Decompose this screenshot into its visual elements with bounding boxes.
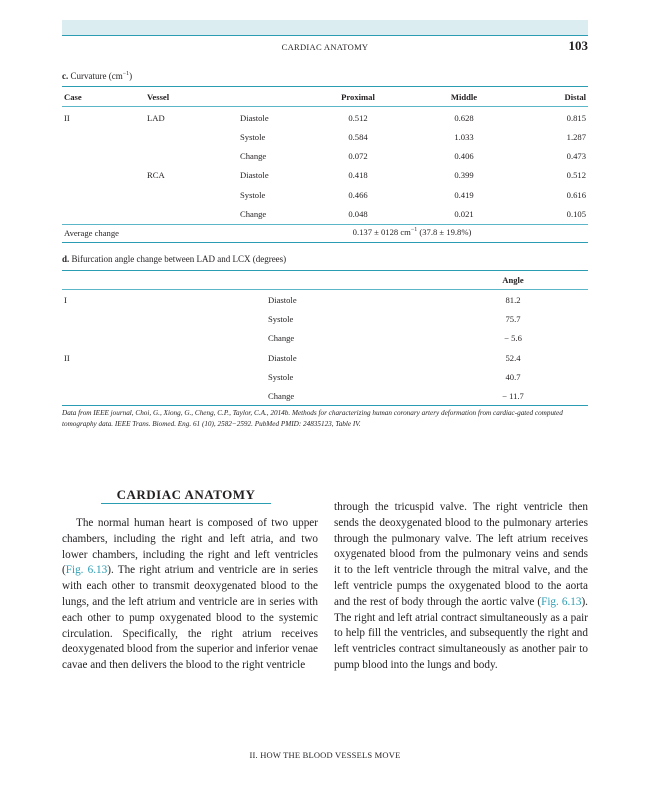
table-c-header-rule xyxy=(62,106,588,107)
table-cell: 0.105 xyxy=(566,209,586,219)
table-cell: 81.2 xyxy=(505,295,521,305)
table-c-header-distal: Distal xyxy=(564,92,586,102)
table-cell: Change xyxy=(240,151,267,161)
running-header: CARDIAC ANATOMY xyxy=(281,42,369,52)
table-cell: Change xyxy=(240,209,267,219)
table-cell: 0.406 xyxy=(454,151,474,161)
table-cell: II xyxy=(64,113,70,123)
table-cell: Change xyxy=(268,391,295,401)
table-d-top-rule xyxy=(62,270,588,271)
header-band xyxy=(62,20,588,35)
table-c-header-vessel: Vessel xyxy=(147,92,170,102)
body-text-right-column: through the tricuspid valve. The right ventricle then sends the deoxygenated blood to the pulmonary arteries through the pulmonary valve. The left atrium receives oxygenated blood from the pulmonary veins and sends it to the left ventricle through the mitral valve, and the left ventricle pumps the oxygenated blood to the aorta and the rest of body through the aortic valve (Fig. 6.13). The right and left atrial contract simultaneously as a pair to help fill the ventricles, and subsequently the right and left ventricles contract simultaneously as another pair to pump blood into the lungs and body. xyxy=(334,501,588,671)
table-cell: Diastole xyxy=(240,170,269,180)
table-cell: 0.616 xyxy=(566,190,586,200)
table-cell: 0.473 xyxy=(566,151,586,161)
table-cell: RCA xyxy=(147,170,165,180)
table-d-bottom-rule xyxy=(62,405,588,406)
table-c-average-rule xyxy=(62,224,588,225)
table-cell: Diastole xyxy=(240,113,269,123)
table-cell: Change xyxy=(268,333,295,343)
table-cell: 0.419 xyxy=(454,190,474,200)
table-cell: 0.628 xyxy=(454,113,474,123)
table-cell: Systole xyxy=(240,132,266,142)
table-cell: 75.7 xyxy=(505,314,521,324)
table-c-header-case: Case xyxy=(64,92,82,102)
table-cell: 40.7 xyxy=(505,372,521,382)
table-d-header-rule xyxy=(62,289,588,290)
table-cell: 0.512 xyxy=(566,170,586,180)
table-cell: 1.033 xyxy=(454,132,474,142)
table-cell: 1.287 xyxy=(566,132,586,142)
table-c-average-value: 0.137 ± 0128 $cm^{-1}$ (37.8 ± 19.8%) xyxy=(352,227,472,237)
table-c-average-label: Average change xyxy=(64,228,119,238)
table-cell: 0.399 xyxy=(454,170,474,180)
table-cell: − 5.6 xyxy=(504,333,522,343)
table-cell: LAD xyxy=(147,113,165,123)
table-source-caption: Data from IEEE journal, Choi, G., Xiong, G., Cheng, C.P., Taylor, C.A., 2014b. Methods for characterizing human coronary artery deformation from cardiac-gated computed tomography data. IEEE Trans. Biomed. Eng. 61 (10), 2582−2592. PubMed PMID: 24835123, Table IV. xyxy=(62,409,563,428)
table-c-label: c. Curvature $(cm^{-1})$ xyxy=(62,71,133,81)
table-cell: Systole xyxy=(268,372,294,382)
table-cell: 0.072 xyxy=(348,151,368,161)
table-c-header-proximal: Proximal xyxy=(341,92,375,102)
table-cell: I xyxy=(64,295,67,305)
figure-reference-link[interactable]: Fig. 6.13 xyxy=(65,564,108,577)
section-heading-underline xyxy=(101,503,271,504)
table-c-header-middle: Middle xyxy=(450,92,478,102)
table-cell: 0.048 xyxy=(348,209,368,219)
page-number: 103 xyxy=(568,38,588,53)
table-cell: 0.418 xyxy=(348,170,368,180)
table-cell: Systole xyxy=(240,190,266,200)
table-d-header-angle: Angle xyxy=(502,275,524,285)
table-cell: − 11.7 xyxy=(502,391,524,401)
figure-reference-link[interactable]: Fig. 6.13 xyxy=(541,595,582,608)
running-footer: II. HOW THE BLOOD VESSELS MOVE xyxy=(249,750,401,760)
table-cell: 0.512 xyxy=(348,113,368,123)
table-cell: 0.021 xyxy=(454,209,474,219)
header-rule xyxy=(62,35,588,36)
table-cell: Diastole xyxy=(268,353,297,363)
table-cell: 0.584 xyxy=(348,132,368,142)
table-c-bottom-rule xyxy=(62,242,588,243)
section-heading: CARDIAC ANATOMY xyxy=(116,487,256,502)
table-cell: Diastole xyxy=(268,295,297,305)
table-c-top-rule xyxy=(62,86,588,87)
table-cell: Systole xyxy=(268,314,294,324)
table-cell: II xyxy=(64,353,70,363)
table-d-label: d. Bifurcation angle change between LAD and LCX (degrees) xyxy=(62,254,287,264)
table-cell: 0.815 xyxy=(566,113,586,123)
table-cell: 0.466 xyxy=(348,190,368,200)
body-text-left-column: The normal human heart is composed of two upper chambers, including the right and left atria, and two lower chambers, including the right and left ventricles (Fig. 6.13). The right atrium and ventricle are in series with each other to transmit deoxygenated blood to the lungs, and the left atrium and ventricle are in series with each other to pump oxygenated blood to the systemic circulation. Specifically, the right atrium receives deoxygenated blood from the superior and inferior venae cavae and then delivers the blood to the right ventricle xyxy=(62,517,318,672)
table-cell: 52.4 xyxy=(505,353,521,363)
